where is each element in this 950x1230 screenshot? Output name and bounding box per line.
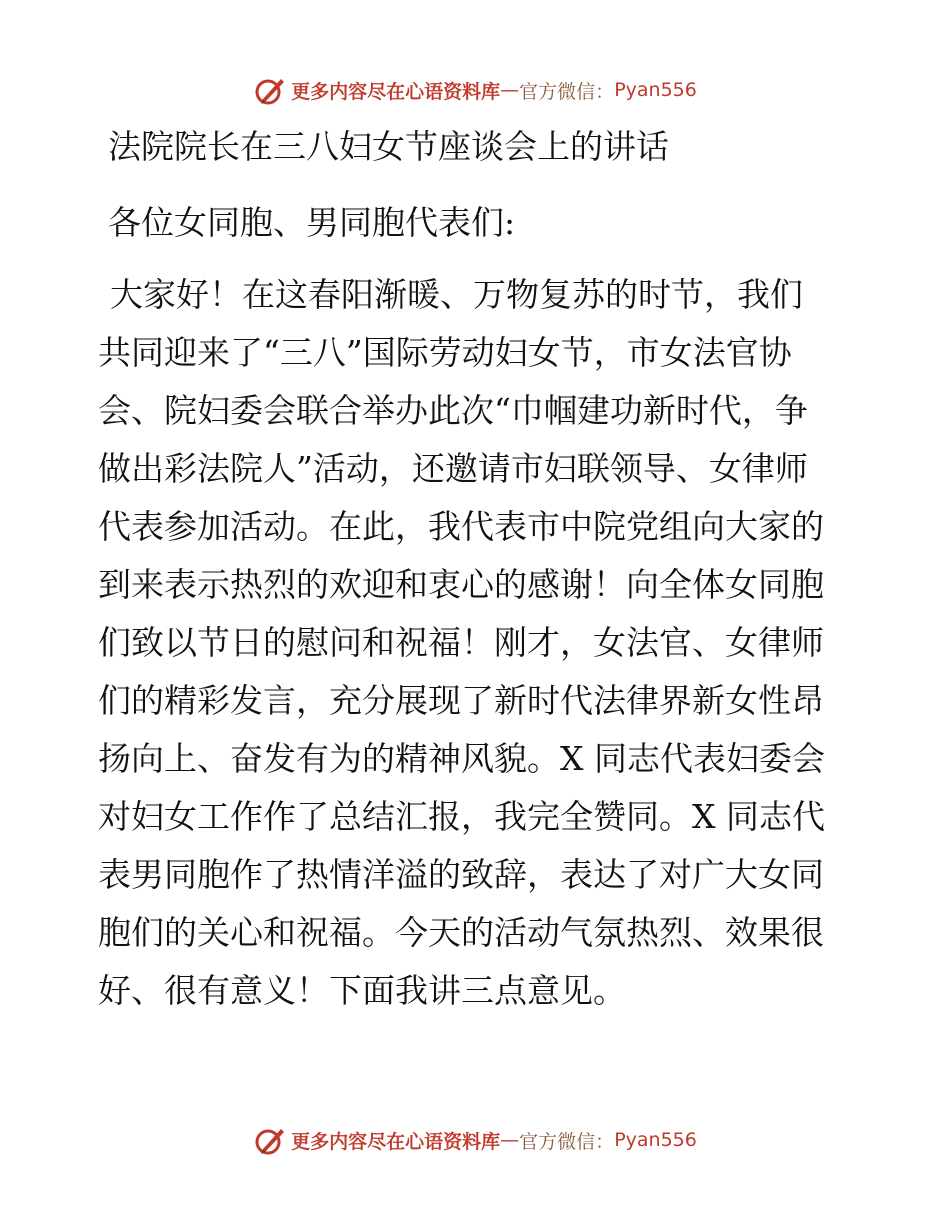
banner-dash: — xyxy=(500,79,520,101)
banner-wechat-id: Pyan556 xyxy=(614,79,697,101)
salutation: 各位女同胞、男同胞代表们: xyxy=(108,203,516,242)
body-line: 表男同胞作了热情洋溢的致辞，表达了对广大女同 xyxy=(98,855,824,894)
body-paragraph xyxy=(98,272,850,1026)
body-line: 到来表示热烈的欢迎和衷心的感谢！向全体女同胞 xyxy=(98,565,824,604)
body-line: 对妇女工作作了总结汇报，我完全赞同。X 同志代 xyxy=(98,797,825,836)
document-title: 法院院长在三八妇女节座谈会上的讲话 xyxy=(108,127,669,166)
banner-wechat-label: 官方微信： xyxy=(519,1130,615,1153)
header-banner xyxy=(0,70,950,110)
body-line: 扬向上、奋发有为的精神风貌。X 同志代表妇委会 xyxy=(98,739,825,778)
body-line: 共同迎来了“三八”国际劳动妇女节，市女法官协 xyxy=(98,333,792,372)
quill-pen-logo-icon xyxy=(253,73,287,107)
body-line: 们的精彩发言，充分展现了新时代法律界新女性昂 xyxy=(98,681,824,720)
banner-main-text: 更多内容尽在心语资料库 xyxy=(291,80,501,103)
body-line: 好、很有意义！下面我讲三点意见。 xyxy=(98,971,626,1010)
body-line: 胞们的关心和祝福。今天的活动气氛热烈、效果很 xyxy=(98,913,824,952)
body-line: 做出彩法院人”活动，还邀请市妇联领导、女律师 xyxy=(98,449,808,488)
banner-main-text: 更多内容尽在心语资料库 xyxy=(291,1130,501,1153)
banner-wechat-id: Pyan556 xyxy=(614,1129,697,1151)
body-line: 会、院妇委会联合举办此次“巾帼建功新时代，争 xyxy=(98,391,808,430)
body-line: 代表参加活动。在此，我代表市中院党组向大家的 xyxy=(98,507,824,546)
banner-dash: — xyxy=(500,1129,520,1151)
body-line: 大家好！在这春阳渐暖、万物复苏的时节，我们 xyxy=(110,275,803,314)
quill-pen-logo-icon xyxy=(253,1123,287,1157)
footer-banner xyxy=(0,1120,950,1160)
banner-wechat-label: 官方微信： xyxy=(519,80,615,103)
body-line: 们致以节日的慰问和祝福！刚才，女法官、女律师 xyxy=(98,623,824,662)
